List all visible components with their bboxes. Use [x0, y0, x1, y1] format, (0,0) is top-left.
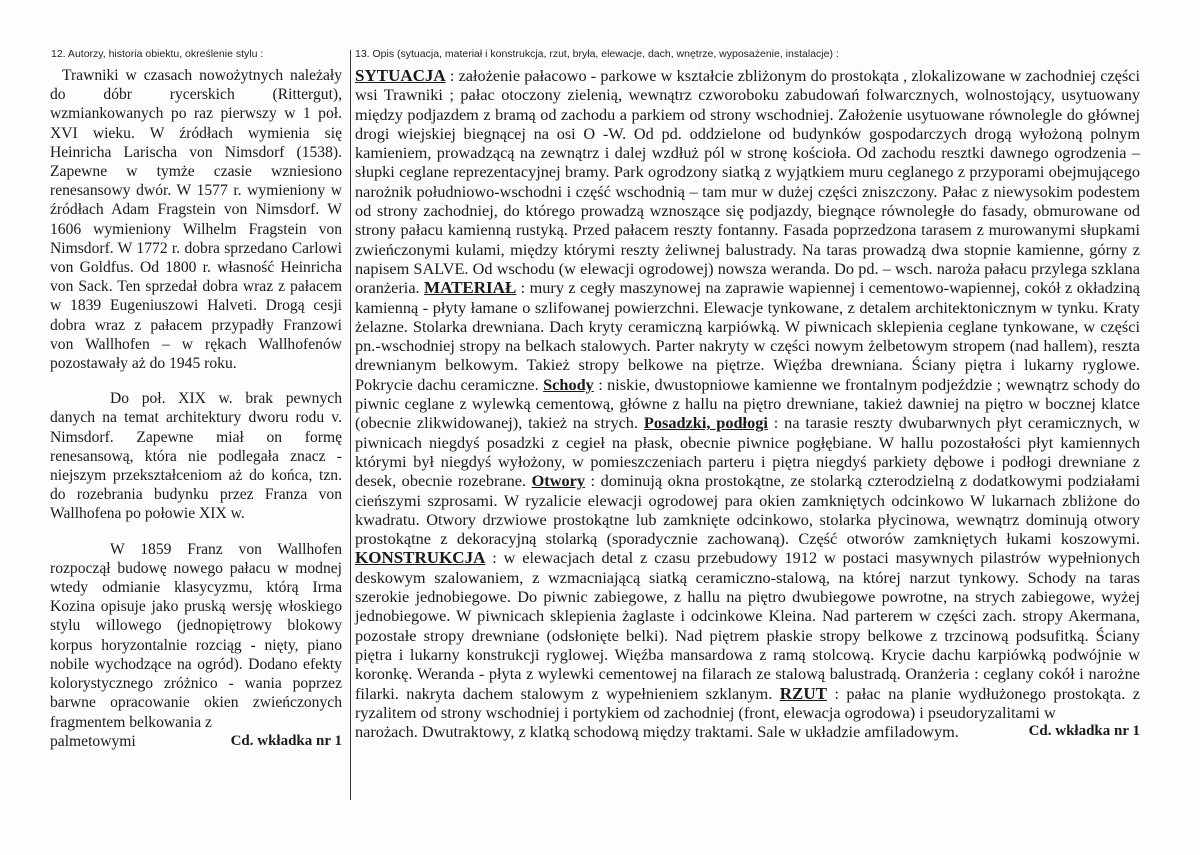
- continuation-note-left: Cd. wkładka nr 1: [230, 732, 342, 749]
- section-13-label: 13. Opis (sytuacja, materiał i konstrukcja, rzut, bryła, elewacje, dach, wnętrze, wyposażenie, instalacje) :: [355, 48, 839, 60]
- text-posadzki: : na tarasie reszty dwubarwnych płyt ceramicznych, w piwnicach niegdyś posadzki z cegieł na płask, obecnie piwnice pogłębiane. W hallu pozostałości płyt kamiennych którymi był niegdyś wyłożony, w pomieszczeniach parteru i piętra niegdyś parkiety dębowe i podłogi drewniane z desek, obecnie rozebrane.: [355, 413, 1140, 491]
- history-text: [50, 66, 342, 751]
- column-divider: [350, 50, 351, 800]
- heading-posadzki: Posadzki, podłogi: [643, 413, 768, 433]
- text-material: : mury z cegły maszynowej na zaprawie wapiennej i cementowo-wapiennej, cokół z okładziną kamienną - płyty łamane o szlifowanej powierzchni. Elewacje tynkowane, z detalem architektonicznym w tynku. Kraty żelazne. Stolarka drewniana. Dach kryty ceramiczną karpiówką. W piwnicach sklepienia ceglane tynkowane, w części pn.-wschodniej stropy na belkach stalowych. Parter nakryty w części nowym żelbetowym stropem (nad hallem), reszta drewnianym belkowym. Takież stropy belkowe na piętrze. Więźba drewniana. Ściany piętra i lukarny ryglowe. Pokrycie dachu ceramiczne.: [355, 278, 1140, 394]
- history-last-line: [50, 732, 342, 751]
- history-paragraph-1: Trawniki w czasach nowożytnych należały do dóbr rycerskich (Rittergut), wzmiankowanych po raz pierwszy w 1 poł. XVI wieku. W źródłach wymienia się Heinricha Larischa von Nimsdorf (1538). Zapewne w tymże czasie wzniesiono renesansowy dwór. W 1577 r. wymieniony w źródłach Adam Fragstein von Nimsdorf. W 1606 wymieniony Wilhelm Fragstein von Nimsdorf. W 1772 r. dobra sprzedano Carlowi von Goldfus. Od 1800 r. własność Heinricha von Sack. Ten sprzedał dobra wraz z pałacem w 1839 Eugeniuszowi Halveti. Drogą cesji dobra wraz z pałacem przypadły Franzowi von Wallhofen – w rękach Wallhofenów pozostawały aż do 1945 roku.: [50, 67, 342, 373]
- history-section: [50, 48, 342, 751]
- heading-rzut: RZUT: [779, 683, 827, 703]
- history-last-word: palmetowymi: [50, 732, 136, 750]
- text-rzut: : pałac na planie wydłużonego prostokąta. z ryzalitem od strony wschodniej i portykiem od zachodniej (front, elewacja ogrodowa) i pseudoryzalitami w: [355, 683, 1141, 722]
- description-section: [355, 48, 1140, 741]
- text-konstrukcja: : w elewacjach detal z czasu przebudowy 1912 w postaci masywnych pilastrów wypełnionych deskowym szalowaniem, z wzmacniającą siatką ceramiczno-stalową, na której narzut tynkowy. Schody na taras szerokie jednobiegowe. Do piwnic zabiegowe, z hallu na piętro dwubiegowe powrotne, na strych zabiegowe, wyżej jednobiegowe. W piwnicach sklepienia żaglaste i odcinkowe Kleina. Nad parterem w części zach. stropy Akermana, pozostałe stropy drewniane (odsłonięte belki). Nad piętrem płaskie stropy belkowe z trzcinową podsufitką. Ściany piętra i lukarny konstrukcji ryglowej. Więźba mansardowa z ramą stolcową. Krycie dachu karpiówką podwójnie w koronkę. Weranda - płyta z wylewki cementowej na filarach ze stalową balustradą. Oranżeria : ceglany cokół i narożne filarki. nakryta dachem stalowym z wypełnieniem szklanym.: [355, 548, 1140, 703]
- heading-konstrukcja: KONSTRUKCJA: [355, 548, 486, 568]
- heading-otwory: Otwory: [531, 471, 585, 491]
- description-paragraph: [355, 66, 1140, 722]
- history-paragraph-3: W 1859 Franz von Wallhofen rozpoczął budowę nowego pałacu w modnej wtedy odmianie klasycyzmu, którą Irma Kozina opisuje jako pruską wersję włoskiego stylu willowego (jednopiętrowy blokowy korpus horyzontalnie rozciąg - nięty, piano nobile wychodzące na ogród). Dodano efekty kolorystycznego zróżnico - wania poprzez barwne opracowanie okien zwieńczonych fragmentem belkowania z: [50, 540, 342, 731]
- history-paragraph-2: Do poł. XIX w. brak pewnych danych na temat architektury dworu rodu v. Nimsdorf. Zapewne miał on formę renesansową, która nie podlegała znacz - niejszym przekształceniom aż do końca, tzn. do rozebrania budynku przez Franza von Wallhofena po połowie XIX w.: [50, 390, 342, 523]
- text-otwory: : dominują okna prostokątne, ze stolarką czterodzielną z dodatkowymi podziałami cieńszymi szprosami. W ryzalicie elewacji ogrodowej para okien zamkniętych odcinkowo W lukarnach zbliżone do kwadratu. Otwory drzwiowe prostokątne lub zamknięte odcinkowo, stolarka płycinowa, wewnątrz dominują otwory prostokątne z dekoracyjną stolarką (sporadycznie zachowaną). Część otworów zamkniętych łukami koszowymi.: [355, 471, 1140, 549]
- description-last-line: [355, 722, 1140, 741]
- heading-material: MATERIAŁ: [424, 278, 517, 298]
- heading-schody: Schody: [543, 374, 594, 394]
- heading-sytuacja: SYTUACJA: [355, 66, 446, 85]
- text-schody: : niskie, dwustopniowe kamienne we frontalnym podjeździe ; wewnątrz schody do piwnic ceglane z wylewką cementową, główne z hallu na piętro drewniane, takież dawniej na piętro w bocznej klatce (obecnie zlikwidowanej), takież na strych.: [355, 374, 1140, 433]
- description-text: [355, 66, 1140, 741]
- continuation-note-right: Cd. wkładka nr 1: [1028, 723, 1140, 740]
- text-sytuacja: : założenie pałacowo - parkowe w kształcie zbliżonym do prostokąta , zlokalizowane w zachodniej części wsi Trawniki ; pałac otoczony zielenią, wewnątrz czworoboku zabudowań folwarcznych, wolnostojący, usytuowany między podjazdem z bramą od zachodu a parkiem od strony wschodniej. Założenie usytuowane równolegle do głównej drogi wiejskiej biegnącej na osi O -W. Od pd. oddzielone od budynków gospodarczych drogą wyłożoną polnym kamieniem, prowadzącą na zewnątrz i dalej wzdłuż pól w stronę kościoła. Od zachodu resztki dawnego ogrodzenia – słupki ceglane reprezentacyjnej bramy. Park ogrodzony siatką z wyjątkiem muru ceglanego z przyporami obejmującego narożnik południowo-wschodni i część wschodnią – tam mur w dużej części zniszczony. Pałac z niewysokim podestem od strony zachodniej, do którego prowadzą wznoszące się podjazdy, biegnące równoległe do fasady, obmurowane od strony pałacu kamienną rustyką. Przed pałacem reszty fontanny. Fasada poprzedzona tarasem z murowanymi słupkami zwieńczonymi kulami, między którymi reszty żeliwnej balustrady. Na taras prowadzą dwa stopnie kamienne, górny z napisem SALVE. Od wschodu (w elewacji ogrodowej) nowsza weranda. Do pd. – wsch. naroża pałacu przylega szklana oranżeria.: [355, 66, 1140, 298]
- section-12-label: 12. Autorzy, historia obiektu, określenie stylu :: [51, 48, 264, 60]
- description-last-text: narożach. Dwutraktowy, z klatką schodową między traktami. Sale w układzie amfiladowym.: [355, 722, 959, 742]
